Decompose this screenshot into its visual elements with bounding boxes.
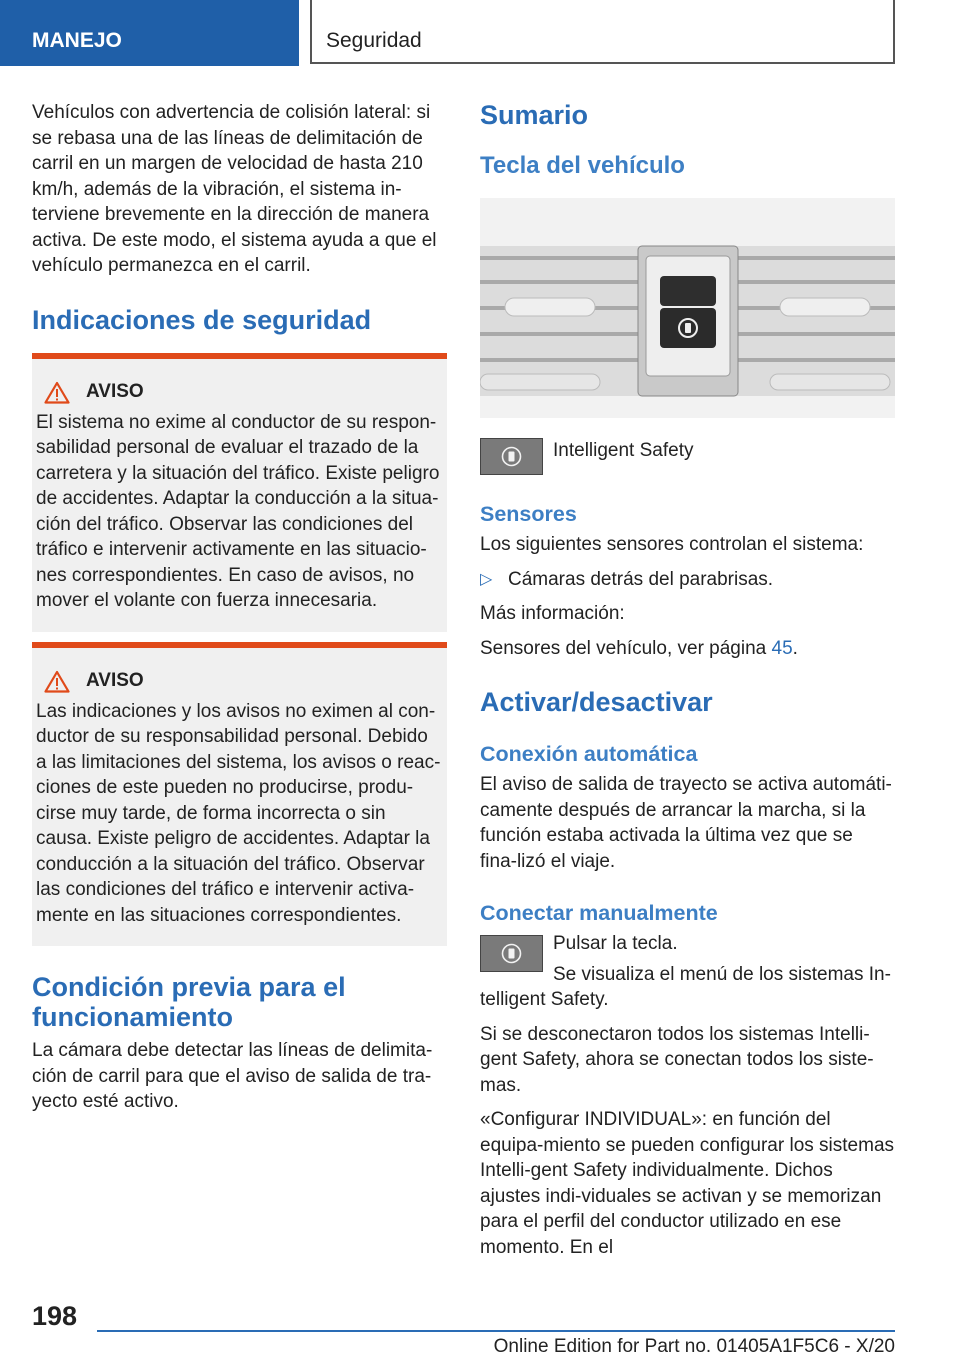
intro-paragraph: Vehículos con advertencia de colisión lateral: si se rebasa una de las líneas de delimitación de carril en un margen de velocidad de hasta 210 km/h, además de la vibración, el sistema in-terviene brevemente en la dirección de manera activa. De este modo, el sistema ayuda a que el vehículo permanezca en el carril. <box>32 102 437 276</box>
warning-title-1 <box>36 381 443 404</box>
left-column <box>32 100 447 1124</box>
header-section <box>0 0 299 66</box>
vehicle-key-heading: Tecla del vehículo <box>480 152 685 179</box>
warning-text-1: El sistema no exime al conductor de su respon-sabilidad personal de evaluar el trazado de la carretera y la situación del tráfico. Existe peligro de accidentes. Adaptar la conducción a la situa-ción del tráfico. Observar las condiciones del tráfico e intervenir activamente en las situacio-nes correspondientes. En caso de avisos, no mover el volante con fuerza innecesaria. <box>36 411 440 611</box>
manual-text-1: Si se desconectaron todos los sistemas Intelli-gent Safety, ahora se conectan todos los siste-mas. <box>480 1023 874 1096</box>
intelligent-safety-icon <box>480 935 543 972</box>
sensors-ref-prefix: Sensores del vehículo, ver página <box>480 637 772 659</box>
manual-step-block <box>480 931 895 1022</box>
header-chapter-label: Seguridad <box>326 29 422 52</box>
manual-step-2: Se visualiza el menú de los sistemas In-telligent Safety. <box>480 963 891 1010</box>
warning-box-2 <box>32 642 447 947</box>
vehicle-button-photo <box>480 198 895 418</box>
manual-text-2: «Configurar INDIVIDUAL»: en función del equipa-miento se pueden configurar los sistemas Intelli-gent Safety individualmente. Dichos ajustes indi-viduales se activan y se memorizan para el perfil del conductor utilizado en ese momento. En el <box>480 1109 895 1258</box>
warning-box-1 <box>32 353 447 632</box>
sensor-item-text: Cámaras detrás del parabrisas. <box>508 568 774 590</box>
activate-heading: Activar/desactivar <box>480 687 713 717</box>
auto-text: El aviso de salida de trayecto se activa automáti-camente después de arrancar la marcha, si la función estaba activada la última vez que se fina-lizó el viaje. <box>480 774 892 872</box>
auto-heading: Conexión automática <box>480 742 698 766</box>
safety-heading: Indicaciones de seguridad <box>32 304 372 335</box>
header-section-label: MANEJO <box>32 29 122 52</box>
warning-title-text-2: AVISO <box>86 670 144 691</box>
header-chapter <box>310 0 895 64</box>
intelligent-safety-label: Intelligent Safety <box>553 440 694 461</box>
manual-step-1: Pulsar la tecla. <box>553 933 678 954</box>
sensors-heading: Sensores <box>480 502 577 526</box>
warning-text-2: Las indicaciones y los avisos no eximen al con-ductor de su responsabilidad personal. Debido a las limitaciones del sistema, los avisos o reac-ciones de este pueden no producirse, produ-cirse muy tarde, de forma incorrecta o sin causa. Existe peligro de accidentes. Adaptar la conducción a la situación del tráfico. Observar las condiciones del tráfico e intervenir activa-mente en las situaciones correspondientes. <box>36 700 441 926</box>
more-info-text: Más información: <box>480 603 625 624</box>
warning-triangle-icon <box>44 670 70 693</box>
manual-heading: Conectar manualmente <box>480 901 718 925</box>
footer-divider <box>97 1330 895 1332</box>
intelligent-safety-icon <box>480 438 543 475</box>
summary-heading: Sumario <box>480 100 589 130</box>
precondition-heading: Condición previa para el funcionamiento <box>32 972 346 1032</box>
page-link-45[interactable]: 45 <box>771 637 793 659</box>
warning-triangle-icon <box>44 381 70 404</box>
footer-edition: Online Edition for Part no. 01405A1F5C6 - X/20 <box>493 1336 895 1357</box>
triangle-bullet-icon: ▷ <box>480 570 493 588</box>
sensors-reference <box>480 636 895 662</box>
precondition-text: La cámara debe detectar las líneas de delimita-ción de carril para que el aviso de salida de tra-yecto esté activo. <box>32 1040 433 1112</box>
warning-title-text-1: AVISO <box>86 381 144 402</box>
key-row-intelligent-safety <box>480 438 895 475</box>
sensors-ref-suffix: . <box>792 637 798 659</box>
warning-title-2 <box>36 670 443 693</box>
right-column <box>480 100 895 1269</box>
list-item <box>480 567 895 593</box>
sensors-text: Los siguientes sensores controlan el sistema: <box>480 534 864 555</box>
page-number: 198 <box>32 1301 78 1331</box>
